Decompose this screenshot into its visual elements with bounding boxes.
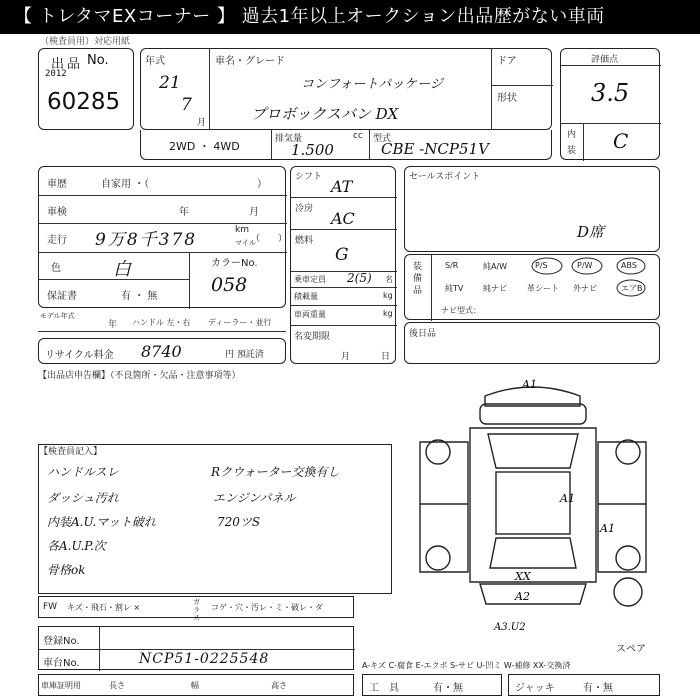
equipment-item: 純A/W: [483, 262, 508, 271]
displacement-value: 1.500: [291, 141, 334, 159]
inspection-label: 車検: [47, 207, 67, 218]
name-change-day: 日: [381, 352, 391, 362]
damage-mark: A1: [522, 378, 537, 391]
model-row-label: モデル年式: [40, 312, 75, 320]
mileage-value: 9万8千378: [95, 230, 198, 250]
displacement-label: 排気量: [275, 134, 303, 144]
damage-mark: XX: [515, 570, 531, 583]
cert-label: 車庫証明用: [41, 681, 81, 690]
shift-value: AT: [331, 177, 353, 196]
load-label: 積載量: [294, 292, 318, 301]
tools-options: 有・無: [433, 683, 463, 694]
inspector-note: 各A.U.P.次: [47, 539, 106, 553]
divider: [39, 223, 287, 224]
divider: [369, 130, 370, 160]
circle-mark: [532, 258, 562, 274]
divider: [189, 252, 190, 309]
later-box: [404, 322, 660, 364]
damage-mark: A3.U2: [494, 622, 526, 632]
model-year-month-unit: 月: [197, 118, 207, 128]
equipment-box: [404, 254, 660, 320]
spare-label: スペア: [616, 644, 646, 655]
score-value: 3.5: [591, 79, 630, 107]
grade-line-1: コンフォートパッケージ: [301, 77, 443, 92]
recycle-label: リサイクル料金: [45, 350, 114, 361]
lot-label-1: 出: [51, 57, 65, 72]
divider: [291, 197, 397, 198]
circle-mark: [617, 258, 645, 274]
weight-unit: kg: [383, 309, 393, 318]
wheel: [616, 440, 640, 464]
fw-label: FW: [43, 602, 58, 612]
divider: [39, 195, 287, 196]
model-year-month: 7: [181, 95, 192, 115]
model-code-value: CBE -NCP51V: [381, 140, 489, 158]
glass-label: ガラス: [193, 598, 200, 622]
interior-label-1: 内: [567, 130, 577, 140]
divider: [99, 627, 100, 671]
banner: 【 トレタマEXコーナー 】 過去1年以上オークション出品歴がない車両: [0, 0, 700, 34]
divider: [491, 85, 553, 86]
wheel: [426, 440, 450, 464]
color-no-value: 058: [211, 274, 248, 296]
jack-options: 有・無: [583, 683, 613, 694]
cert-height: 高さ: [271, 681, 287, 690]
shape-label: 形状: [497, 93, 517, 104]
warranty-label: 保証書: [47, 291, 77, 302]
spec-row: [140, 130, 552, 160]
equipment-item: エアB: [621, 284, 643, 293]
model-row-year: 年: [108, 320, 118, 330]
divider: [491, 49, 492, 131]
exhibitor-note-label: 【出品店申告欄】（不良箇所・欠品・注意事項等）: [38, 371, 241, 381]
fuel-label: 燃料: [295, 236, 314, 246]
score-label: 評価点: [591, 55, 619, 65]
recycle-value: 8740: [141, 342, 182, 361]
mileage-paren: （ ）: [251, 234, 288, 244]
recycle-box: [38, 338, 286, 364]
door-label: ドア: [497, 56, 517, 67]
equipment-item: P/W: [577, 261, 593, 270]
capacity-label: 乗車定員: [294, 275, 326, 284]
divider: [583, 123, 584, 161]
spare-tire: [614, 578, 642, 606]
shift-box: [290, 166, 396, 364]
divider: [39, 649, 355, 650]
history-label: 車歴: [47, 179, 67, 190]
chassis-value: NCP51-0225548: [139, 651, 270, 667]
inspector-note: エンジンパネル: [213, 491, 296, 505]
fuel-value: G: [335, 245, 349, 265]
capacity-value: 2(5): [347, 271, 372, 285]
model-year-era: 21: [159, 73, 181, 93]
cert-length: 長さ: [109, 681, 125, 690]
model-row: [38, 312, 286, 332]
rear-window: [490, 538, 576, 568]
color-value: 白: [113, 259, 131, 280]
recycle-unit: 円 預託済: [225, 350, 264, 360]
wheel: [426, 546, 450, 570]
divider: [561, 65, 661, 66]
divider: [291, 271, 397, 272]
inspector-note: ハンドルスレ: [47, 465, 119, 479]
load-unit: kg: [383, 291, 393, 300]
lot-label-3: No.: [87, 53, 109, 68]
divider: [291, 305, 397, 306]
registration-box: [38, 626, 354, 670]
mileage-label: 走行: [47, 235, 67, 246]
car-damage-diagram: [410, 372, 660, 632]
inspector-label: 【検査員記入】: [39, 447, 103, 457]
jack-label: ジャッキ: [515, 683, 555, 694]
lot-year-stamp: 2012: [45, 69, 67, 79]
lot-number: 60285: [47, 89, 121, 115]
wheel: [616, 546, 640, 570]
equipment-item: 純TV: [445, 284, 464, 293]
rear-bumper: [480, 584, 586, 604]
divider: [39, 252, 287, 253]
windshield: [488, 434, 578, 468]
inspector-note: Rクウォーター交換有し: [211, 465, 340, 479]
inspection-year: 年: [179, 207, 189, 218]
registration-label: 登録No.: [43, 636, 80, 647]
inspector-note: 720ツS: [217, 515, 261, 529]
sales-label: セールスポイント: [409, 172, 481, 182]
details-box: [38, 166, 286, 308]
equipment-circle-marks: [525, 255, 661, 299]
inspector-note: 内装A.U.マット破れ: [47, 515, 156, 529]
inspector-note: 骨格ok: [47, 563, 86, 577]
equipment-item: ABS: [621, 261, 637, 270]
interior-label-2: 装: [567, 146, 577, 156]
model-row-dealer: ディーラー・並行: [208, 318, 272, 327]
equipment-label: 装備品: [413, 262, 423, 296]
inspection-month: 月: [249, 207, 259, 218]
fw-items: キズ・飛石・割レ ×: [67, 603, 141, 612]
jack-row: [508, 674, 660, 696]
divider: [561, 123, 661, 124]
chassis-label: 車台No.: [43, 658, 80, 669]
warranty-options: 有 ・ 無: [121, 291, 158, 302]
grade-label: 車名・グレード: [215, 56, 285, 67]
equipment-item: P/S: [535, 261, 548, 270]
divider: [431, 255, 432, 321]
divider: [291, 229, 397, 230]
circle-mark: [617, 280, 645, 296]
tools-row: [362, 674, 502, 696]
equipment-item: 外ナビ: [573, 284, 597, 293]
divider: [291, 325, 397, 326]
tools-label: 工 具: [369, 683, 399, 694]
vehicle-info-box: [140, 48, 552, 130]
circle-mark: [572, 258, 602, 274]
capacity-unit: 名: [385, 275, 393, 284]
history-close: ）: [257, 179, 267, 190]
header-note: （検査員用）対応用紙: [40, 37, 131, 47]
grade-line-2: プロボックスバン DX: [251, 105, 399, 123]
lot-box: [38, 48, 134, 130]
drive-type: 2WD ・ 4WD: [169, 140, 240, 153]
model-code-label: 型式: [373, 134, 392, 144]
weight-label: 車両重量: [294, 310, 326, 319]
damage-mark: A2: [515, 590, 530, 603]
equipment-item: 純ナビ: [483, 284, 507, 293]
damage-mark: A1: [600, 522, 615, 535]
shift-label: シフト: [295, 172, 323, 182]
model-row-handle: ハンドル 左・右: [132, 318, 191, 327]
mileage-unit-km: km: [235, 225, 249, 235]
ac-label: 冷房: [295, 204, 314, 214]
equipment-item: 革シート: [527, 284, 559, 293]
equipment-item: S/R: [445, 261, 459, 270]
inspector-note: ダッシュ汚れ: [47, 491, 119, 505]
score-box: [560, 48, 660, 160]
name-change-label: 名変期限: [294, 332, 331, 342]
interior-value: C: [613, 129, 629, 153]
body-outline: [470, 428, 596, 582]
fw-row: [38, 596, 354, 622]
cert-row: [38, 674, 354, 696]
ac-value: AC: [331, 209, 355, 228]
sales-note: D席: [577, 223, 605, 241]
mileage-unit-mile: マイル: [235, 239, 256, 247]
color-label: 色: [51, 263, 61, 274]
inspector-box: [38, 444, 392, 594]
later-label: 後日品: [409, 329, 437, 339]
roof: [496, 472, 570, 534]
name-change-unit: 月: [341, 352, 351, 362]
damage-mark: A1: [560, 492, 575, 505]
navi-model-label: ナビ型式：: [441, 306, 481, 315]
glass-items: コゲ・穴・汚レ・ミ・破レ・ダ: [211, 603, 323, 612]
cert-width: 幅: [191, 681, 199, 690]
lot-label-2: 品: [67, 57, 81, 72]
divider: [271, 130, 272, 160]
history-options: 自家用 ・（: [101, 179, 150, 190]
displacement-unit: cc: [353, 131, 363, 141]
model-year-label: 年式: [145, 56, 165, 67]
damage-legend: A-キズ C-腐食 E-エクボ S-サビ U-凹ミ W-補修 XX-交換済: [362, 661, 571, 670]
sales-box: [404, 166, 660, 252]
color-no-label: カラーNo.: [211, 258, 258, 269]
divider: [291, 287, 397, 288]
hood-front: [480, 404, 586, 424]
divider: [209, 49, 210, 131]
